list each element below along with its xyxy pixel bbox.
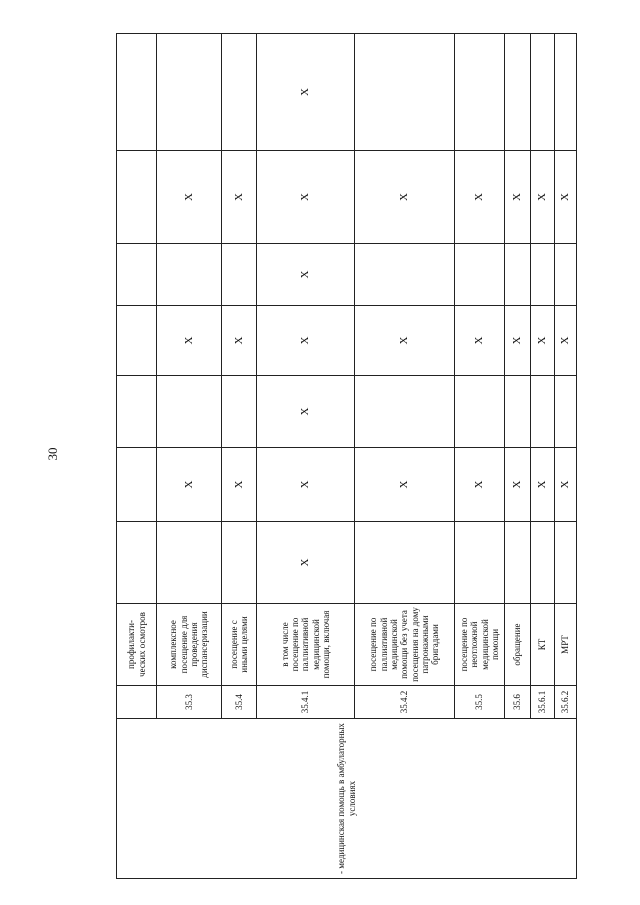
- value-cell: [531, 244, 555, 306]
- section-label: - медицинская помощь в амбулаторных условиях: [117, 719, 577, 879]
- services-table: [116, 33, 577, 879]
- row-name: комплексное посещение для проведения диспансеризации: [157, 604, 222, 686]
- value-cell: [505, 522, 531, 604]
- value-cell: [555, 244, 577, 306]
- row-code: 35.4.1: [257, 686, 355, 719]
- value-cell: X: [505, 306, 531, 376]
- value-cell: X: [257, 376, 355, 448]
- value-cell: X: [222, 306, 257, 376]
- value-cell: X: [157, 306, 222, 376]
- value-cell: X: [531, 306, 555, 376]
- value-cell: X: [257, 306, 355, 376]
- value-cell: X: [555, 151, 577, 244]
- row-name: посещение по неотложной медицинской помощи: [455, 604, 505, 686]
- value-cell: X: [455, 306, 505, 376]
- value-cell: X: [455, 448, 505, 522]
- value-cell: X: [257, 244, 355, 306]
- row-code: 35.6: [505, 686, 531, 719]
- row-code: [117, 686, 157, 719]
- value-cell: [222, 376, 257, 448]
- value-cell: [117, 376, 157, 448]
- value-cell: [531, 522, 555, 604]
- row-code: 35.6.1: [531, 686, 555, 719]
- value-cell: [355, 376, 455, 448]
- row-name: посещение по паллиативной медицинской помощи без учета посещения на дому патронажными бригадами: [355, 604, 455, 686]
- row-code: 35.6.2: [555, 686, 577, 719]
- value-cell: [222, 244, 257, 306]
- value-cell: X: [355, 448, 455, 522]
- row-code: 35.4: [222, 686, 257, 719]
- value-cell: [505, 244, 531, 306]
- value-cell: X: [222, 448, 257, 522]
- row-name: КТ: [531, 604, 555, 686]
- value-cell: [455, 376, 505, 448]
- value-cell: X: [157, 448, 222, 522]
- value-cell: [222, 34, 257, 151]
- value-cell: X: [505, 448, 531, 522]
- value-cell: X: [257, 151, 355, 244]
- row-code: 35.3: [157, 686, 222, 719]
- value-cell: [157, 34, 222, 151]
- row-code: 35.4.2: [355, 686, 455, 719]
- value-cell: [157, 376, 222, 448]
- value-cell: [117, 448, 157, 522]
- value-cell: [355, 244, 455, 306]
- row-name: обращение: [505, 604, 531, 686]
- row-name: МРТ: [555, 604, 577, 686]
- value-cell: [355, 522, 455, 604]
- table-row: [117, 34, 157, 879]
- value-cell: [555, 376, 577, 448]
- value-cell: X: [505, 151, 531, 244]
- value-cell: [531, 376, 555, 448]
- value-cell: X: [531, 448, 555, 522]
- value-cell: [555, 522, 577, 604]
- row-name: в том числе посещение по паллиативной медицинской помощи, включая: [257, 604, 355, 686]
- value-cell: [355, 34, 455, 151]
- value-cell: [455, 522, 505, 604]
- value-cell: X: [555, 306, 577, 376]
- value-cell: X: [257, 448, 355, 522]
- value-cell: [505, 376, 531, 448]
- row-name: посещение с иными целями: [222, 604, 257, 686]
- value-cell: [505, 34, 531, 151]
- value-cell: X: [222, 151, 257, 244]
- value-cell: [117, 306, 157, 376]
- value-cell: X: [355, 306, 455, 376]
- value-cell: [157, 244, 222, 306]
- value-cell: [455, 34, 505, 151]
- value-cell: X: [455, 151, 505, 244]
- value-cell: [531, 34, 555, 151]
- value-cell: [117, 151, 157, 244]
- row-name: профилакти-ческих осмотров: [117, 604, 157, 686]
- value-cell: X: [555, 448, 577, 522]
- value-cell: [555, 34, 577, 151]
- value-cell: [117, 34, 157, 151]
- value-cell: X: [257, 34, 355, 151]
- value-cell: [222, 522, 257, 604]
- page-number: 30: [45, 447, 60, 461]
- value-cell: X: [157, 151, 222, 244]
- value-cell: X: [531, 151, 555, 244]
- value-cell: [117, 244, 157, 306]
- value-cell: [117, 522, 157, 604]
- value-cell: X: [355, 151, 455, 244]
- value-cell: X: [257, 522, 355, 604]
- value-cell: [455, 244, 505, 306]
- row-code: 35.5: [455, 686, 505, 719]
- value-cell: [157, 522, 222, 604]
